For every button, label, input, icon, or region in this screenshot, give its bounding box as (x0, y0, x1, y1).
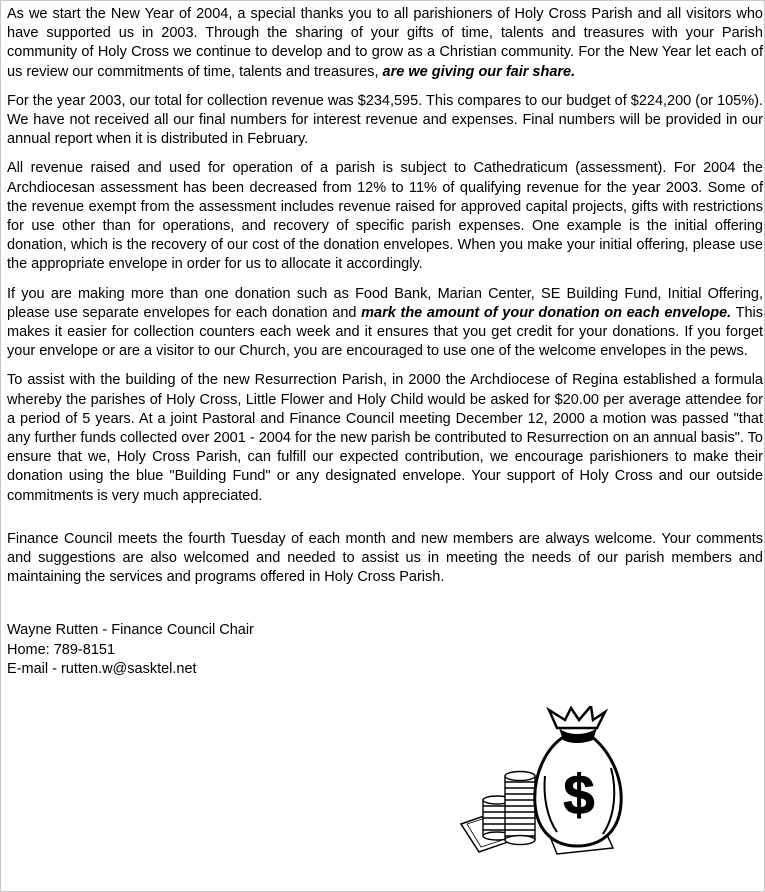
bag-icon (535, 706, 621, 846)
mark-amount-emphasis: mark the amount of your donation on each envelope. (361, 304, 732, 321)
paragraph-envelopes (7, 285, 763, 362)
signature-email: E-mail - rutten.w@sasktel.net (7, 660, 197, 677)
paragraph-new-year-text: As we start the New Year of 2004, a special thanks you to all parishioners of Holy Cross Parish and all visitors who have supported us in 2003. Through the sharing of your gifts of time, talents and treasures with your Parish community of Holy Cross we continue to develop and to grow as a Christian community. For the New Year let each of us review our commitments of time, talents and treasures, (7, 6, 763, 80)
spacer (7, 516, 763, 530)
signature-home-phone: Home: 789-8151 (7, 641, 116, 658)
signature-name: Wayne Rutten - Finance Council Chair (7, 622, 254, 639)
dollar-sign: $ (563, 763, 595, 826)
paragraph-cathedraticum: All revenue raised and used for operation of a parish is subject to Cathedraticum (assessment). For 2004 the Archdiocesan assessment has been decreased from 12% to 11% of qualifying revenue for the year 2003. Some of the revenue exempt from the assessment includes revenue raised for approved capital projects, gifts with restrictions for use other than for operations, and recovery of specific parish expenses. One example is the initial offering donation, which is the recovery of our cost of the donation envelopes. When you make your initial offering, please use the appropriate envelope in order for us to allocate it accordingly. (7, 160, 763, 273)
paragraph-new-year (7, 5, 763, 82)
money-bag-icon (453, 706, 633, 856)
coin-stack-icon (505, 772, 535, 845)
newsletter-body (7, 5, 763, 679)
paragraph-collection-revenue: For the year 2003, our total for collection revenue was $234,595. This compares to our budget of $224,200 (or 105%). We have not received all our final numbers for interest revenue and expenses. Final numbers will be provided in our annual report when it is distributed in February. (7, 92, 763, 148)
fair-share-emphasis: are we giving our fair share. (382, 63, 576, 80)
paragraph-finance-council: Finance Council meets the fourth Tuesday of each month and new members are always welcome. Your comments and suggestions are also welcomed and needed to assist us in meeting the needs of our parish members and maintaining the services and programs offered in Holy Cross Parish. (7, 530, 763, 586)
paragraph-resurrection-parish: To assist with the building of the new Resurrection Parish, in 2000 the Archdiocese of Regina established a formula whereby the parishes of Holy Cross, Little Flower and Holy Child would be asked for $20.00 per average attendee for a period of 5 years. At a joint Pastoral and Finance Council meeting December 12, 2000 a motion was passed "that any further funds collected over 2001 - 2004 for the new parish be contributed to Resurrection on an annual basis". To ensure that we, Holy Cross Parish, can fulfill our expected contribution, we encourage parishioners to make their donation using the blue "Building Fund" or any designated envelope. Your support of Holy Cross and our outside commitments is very much appreciated. (7, 372, 763, 504)
paragraph-envelopes-text-1: If you are making more than one donation such as Food Bank, Marian Center, SE Building Fund, Initial Offering, please use separate envelopes for each donation and (7, 285, 763, 321)
paragraph-envelopes-text-2: This makes it easier for collection counters each week and it ensures that you get credit for your donations. If you forget your envelope or are a visitor to our Church, you are encouraged to use one of the welcome envelopes in the pews. (7, 304, 763, 360)
signature-block (7, 621, 763, 679)
spacer (7, 597, 763, 611)
